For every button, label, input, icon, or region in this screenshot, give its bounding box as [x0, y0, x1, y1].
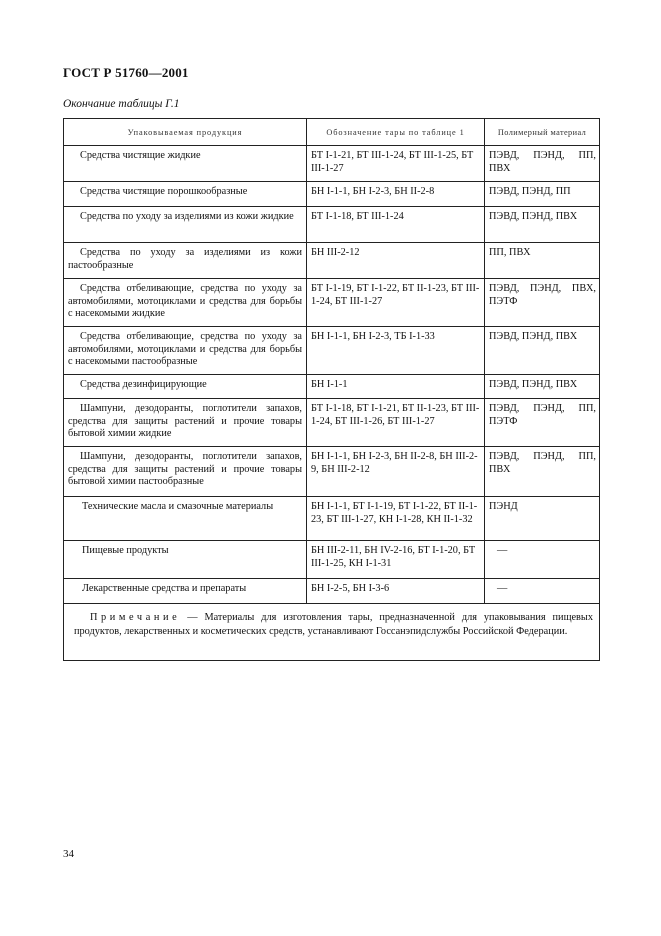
document-code: ГОСТ Р 51760—2001 [63, 65, 189, 80]
designation-cell: БТ I-1-21, БТ III-1-24, БТ III-1-25, БТ III-1-27 [307, 146, 485, 182]
designation-cell: БТ I-1-18, БТ III-1-24 [307, 207, 485, 243]
designation-cell: БТ I-1-19, БТ I-1-22, БТ II-1-23, БТ III-1-24, БТ III-1-27 [307, 279, 485, 327]
product-cell: Лекарственные средства и препараты [64, 579, 307, 604]
material-cell: ПЭВД, ПЭНД, ПВХ, ПЭТФ [485, 279, 600, 327]
product-cell: Средства отбеливающие, средства по уходу за автомобилями, мотоциклами и средства для борьбы с насекомыми жидкие [64, 279, 307, 327]
table-row [64, 243, 600, 279]
table-row [64, 279, 600, 327]
designation-cell: БН III-2-12 [307, 243, 485, 279]
material-cell: ПЭВД, ПЭНД, ПП [485, 182, 600, 207]
table-row [64, 399, 600, 447]
note-text: — Материалы для изготовления тары, предназначенной для упаковывания пищевых продуктов, лекарственных и косметических средств, устанавливают Госсанэпидслужбы Российской Федерации. [74, 612, 593, 637]
table-row [64, 327, 600, 375]
material-cell: ПЭНД [485, 497, 600, 541]
designation-cell: БТ I-1-18, БТ I-1-21, БТ II-1-23, БТ III-1-24, БТ III-1-26, БТ III-1-27 [307, 399, 485, 447]
product-cell: Шампуни, дезодоранты, поглотители запахов, средства для защиты растений и прочие товары бытовой химии жидкие [64, 399, 307, 447]
material-cell: ПЭВД, ПЭНД, ПВХ [485, 375, 600, 399]
table-row [64, 375, 600, 399]
designation-cell: БН I-1-1, БН I-2-3, БН II-2-8 [307, 182, 485, 207]
material-cell: ПЭВД, ПЭНД, ПВХ [485, 327, 600, 375]
column-header-designation: Обозначение тары по таблице 1 [307, 119, 485, 146]
product-cell: Шампуни, дезодоранты, поглотители запахов, средства для защиты растений и прочие товары бытовой химии пастообразные [64, 447, 307, 497]
packaging-table [63, 118, 600, 661]
table-note-row [64, 604, 600, 661]
product-cell: Средства отбеливающие, средства по уходу за автомобилями, мотоциклами и средства для борьбы с насекомыми пастообразные [64, 327, 307, 375]
table-row [64, 182, 600, 207]
designation-cell: БН I-1-1, БН I-2-3, ТБ I-1-33 [307, 327, 485, 375]
table-row [64, 447, 600, 497]
table-note [64, 604, 600, 661]
product-cell: Пищевые продукты [64, 541, 307, 579]
table-row [64, 579, 600, 604]
material-cell: ПЭВД, ПЭНД, ПП, ПВХ [485, 146, 600, 182]
material-cell: ПП, ПВХ [485, 243, 600, 279]
column-header-product: Упаковываемая продукция [64, 119, 307, 146]
table-caption: Окончание таблицы Г.1 [63, 98, 180, 110]
material-cell: ПЭВД, ПЭНД, ПП, ПЭТФ [485, 399, 600, 447]
material-cell: — [485, 579, 600, 604]
table-row [64, 207, 600, 243]
designation-cell: БН I-1-1 [307, 375, 485, 399]
product-cell: Средства чистящие порошкообразные [64, 182, 307, 207]
product-cell: Средства по уходу за изделиями из кожи жидкие [64, 207, 307, 243]
designation-cell: БН I-1-1, БТ I-1-19, БТ I-1-22, БТ II-1-23, БТ III-1-27, КН I-1-28, КН II-1-32 [307, 497, 485, 541]
table-row [64, 541, 600, 579]
table-row [64, 497, 600, 541]
note-label: Примечание [90, 612, 181, 623]
product-cell: Средства по уходу за изделиями из кожи пастообразные [64, 243, 307, 279]
material-cell: — [485, 541, 600, 579]
product-cell: Технические масла и смазочные материалы [64, 497, 307, 541]
designation-cell: БН I-1-1, БН I-2-3, БН II-2-8, БН III-2-9, БН III-2-12 [307, 447, 485, 497]
material-cell: ПЭВД, ПЭНД, ПВХ [485, 207, 600, 243]
designation-cell: БН I-2-5, БН I-3-6 [307, 579, 485, 604]
designation-cell: БН III-2-11, БН IV-2-16, БТ I-1-20, БТ III-1-25, КН I-1-31 [307, 541, 485, 579]
product-cell: Средства дезинфицирующие [64, 375, 307, 399]
column-header-material: Полимерный материал [485, 119, 600, 146]
material-cell: ПЭВД, ПЭНД, ПП, ПВХ [485, 447, 600, 497]
table-row [64, 146, 600, 182]
table-header-row [64, 119, 600, 146]
page-number: 34 [63, 848, 74, 860]
product-cell: Средства чистящие жидкие [64, 146, 307, 182]
